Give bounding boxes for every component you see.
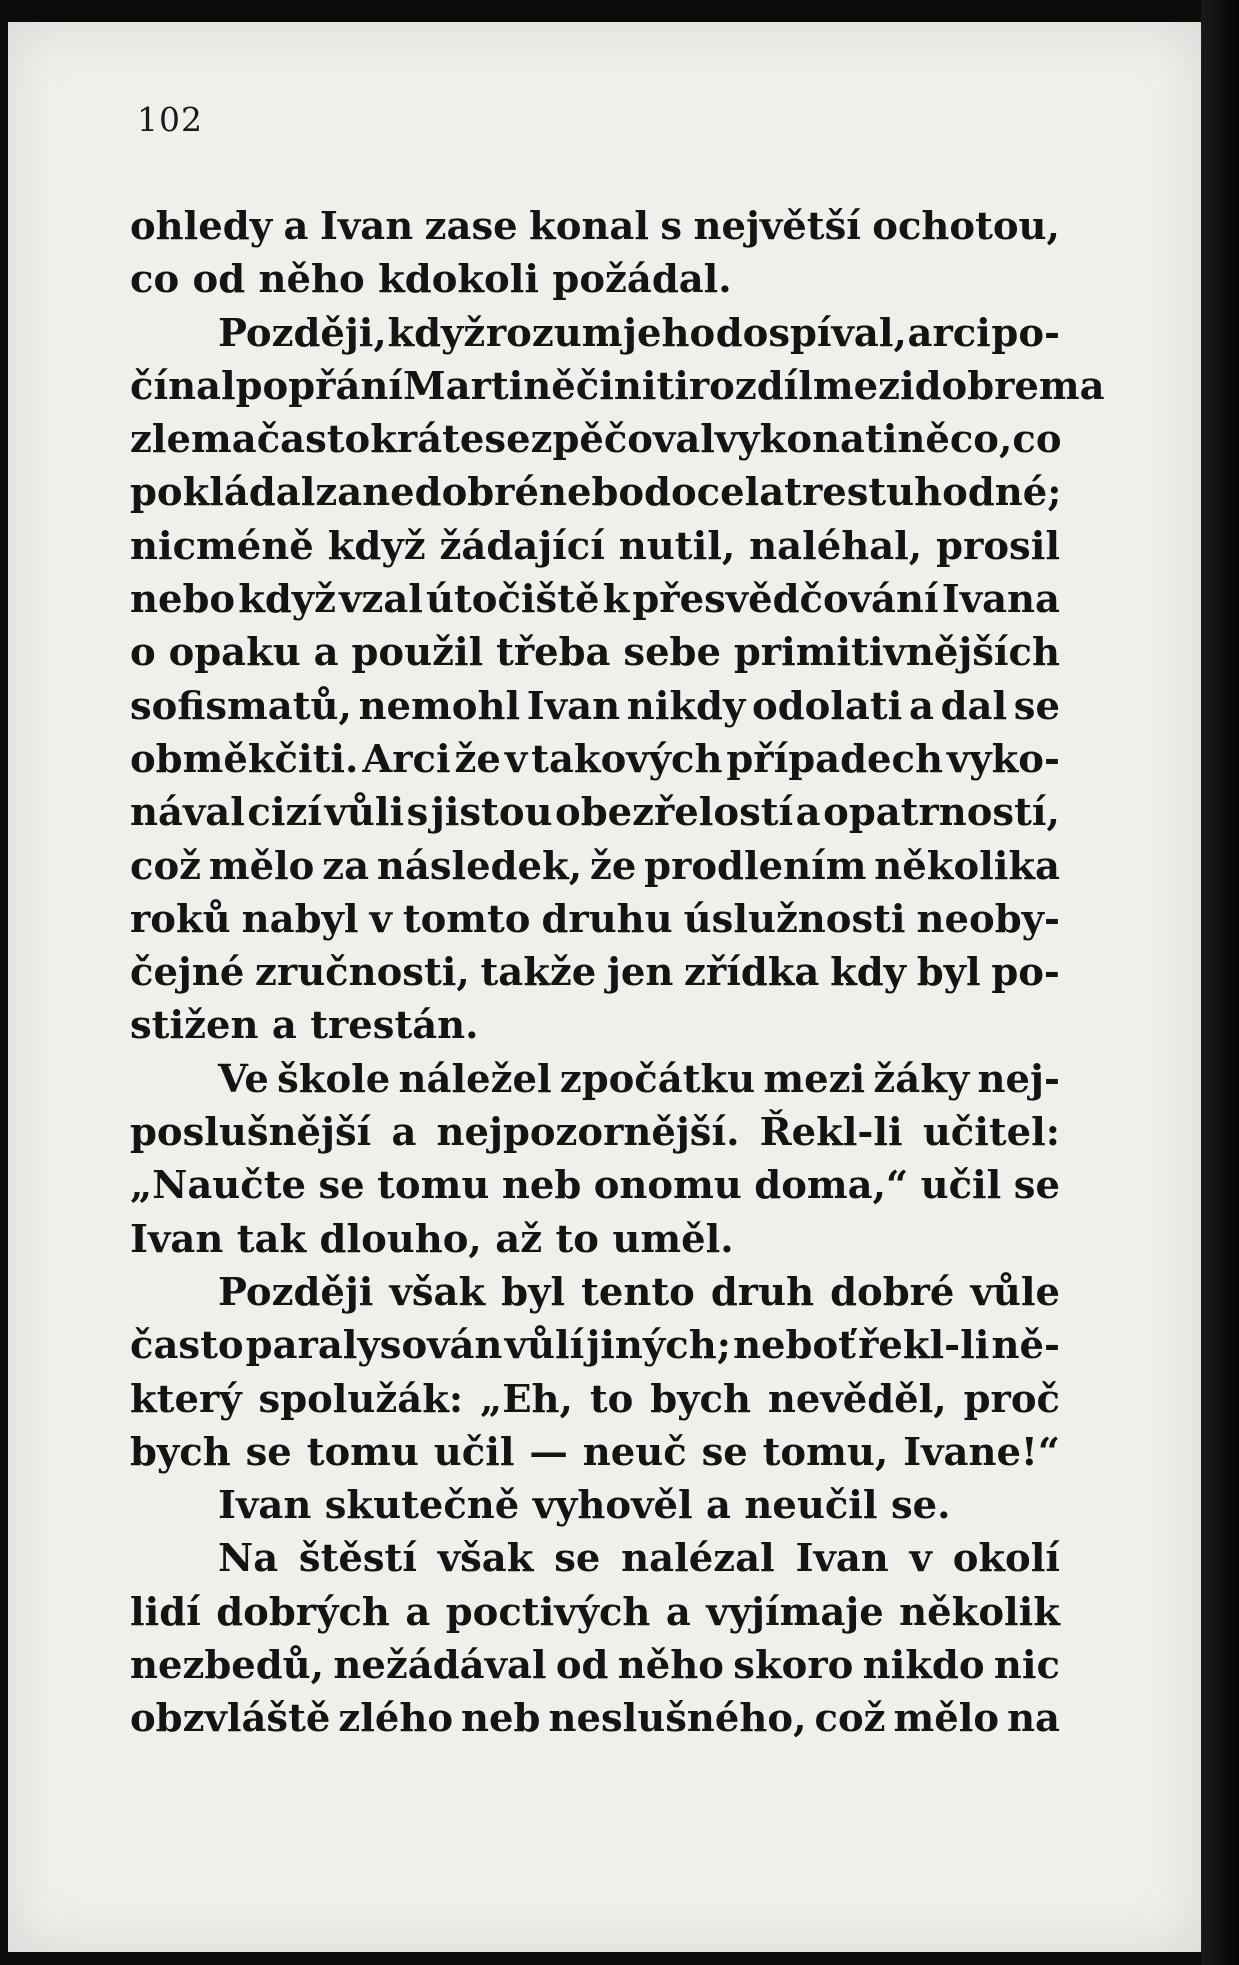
page-edge-shadow bbox=[1201, 0, 1239, 1965]
text-line: obměkčiti. Arci že v takových případech vyko- bbox=[130, 736, 1060, 782]
text-line: pokládal za nedobré nebo docela trestuhodné; bbox=[130, 470, 1062, 516]
text-line: nezbedů, nežádával od něho skoro nikdo nic bbox=[130, 1643, 1060, 1689]
text-line: zlem a častokráte se zpěčoval vykonati něco, co bbox=[130, 417, 1062, 463]
text-line: nebo když vzal útočiště k přesvědčování Ivana bbox=[130, 577, 1060, 623]
text-line: často paralysován vůlí jiných; neboť řekl-li ně- bbox=[130, 1323, 1060, 1369]
text-line: Později však byl tento druh dobré vůle bbox=[218, 1269, 1060, 1315]
text-line: nicméně když žádající nutil, naléhal, prosil bbox=[130, 523, 1060, 569]
text-line: nával cizí vůli s jistou obezřelostí a opatrností, bbox=[130, 790, 1060, 836]
text-line: který spolužák: „Eh, to bych nevěděl, proč bbox=[130, 1376, 1060, 1422]
text-line: „Naučte se tomu neb onomu doma,“ učil se bbox=[130, 1163, 1060, 1209]
text-line: bych se tomu učil — neuč se tomu, Ivane!“ bbox=[130, 1429, 1060, 1475]
text-line: poslušnější a nejpozornější. Řekl-li učitel: bbox=[130, 1110, 1060, 1156]
text-line: Ve škole náležel zpočátku mezi žáky nej- bbox=[218, 1056, 1060, 1102]
page-number: 102 bbox=[137, 100, 203, 139]
text-line: čínal po přání Martině činiti rozdíl mezi dobrem a bbox=[130, 363, 1105, 409]
text-line: Později, když rozum jeho dospíval, arci po- bbox=[218, 310, 1060, 356]
body-text bbox=[130, 200, 1105, 1746]
text-line: sofismatů, nemohl Ivan nikdy odolati a dal se bbox=[130, 683, 1060, 729]
text-line: Ivan skutečně vyhověl a neučil se. bbox=[218, 1483, 951, 1529]
text-line: čejné zručnosti, takže jen zřídka kdy byl po- bbox=[130, 950, 1060, 996]
text-line: roků nabyl v tomto druhu úslužnosti neoby- bbox=[130, 896, 1060, 942]
text-line: Ivan tak dlouho, až to uměl. bbox=[130, 1216, 734, 1262]
text-line: o opaku a použil třeba sebe primitivnějších bbox=[130, 630, 1060, 676]
text-line: obzvláště zlého neb neslušného, což mělo na bbox=[130, 1696, 1060, 1742]
text-line: co od něho kdokoli požádal. bbox=[130, 257, 732, 303]
text-line: ohledy a Ivan zase konal s největší ochotou, bbox=[130, 204, 1060, 249]
text-line: což mělo za následek, že prodlením několika bbox=[130, 843, 1060, 889]
text-line: stižen a trestán. bbox=[130, 1003, 479, 1049]
text-line: Na štěstí však se nalézal Ivan v okolí bbox=[218, 1536, 1060, 1582]
text-line: lidí dobrých a poctivých a vyjímaje několik bbox=[130, 1589, 1060, 1635]
